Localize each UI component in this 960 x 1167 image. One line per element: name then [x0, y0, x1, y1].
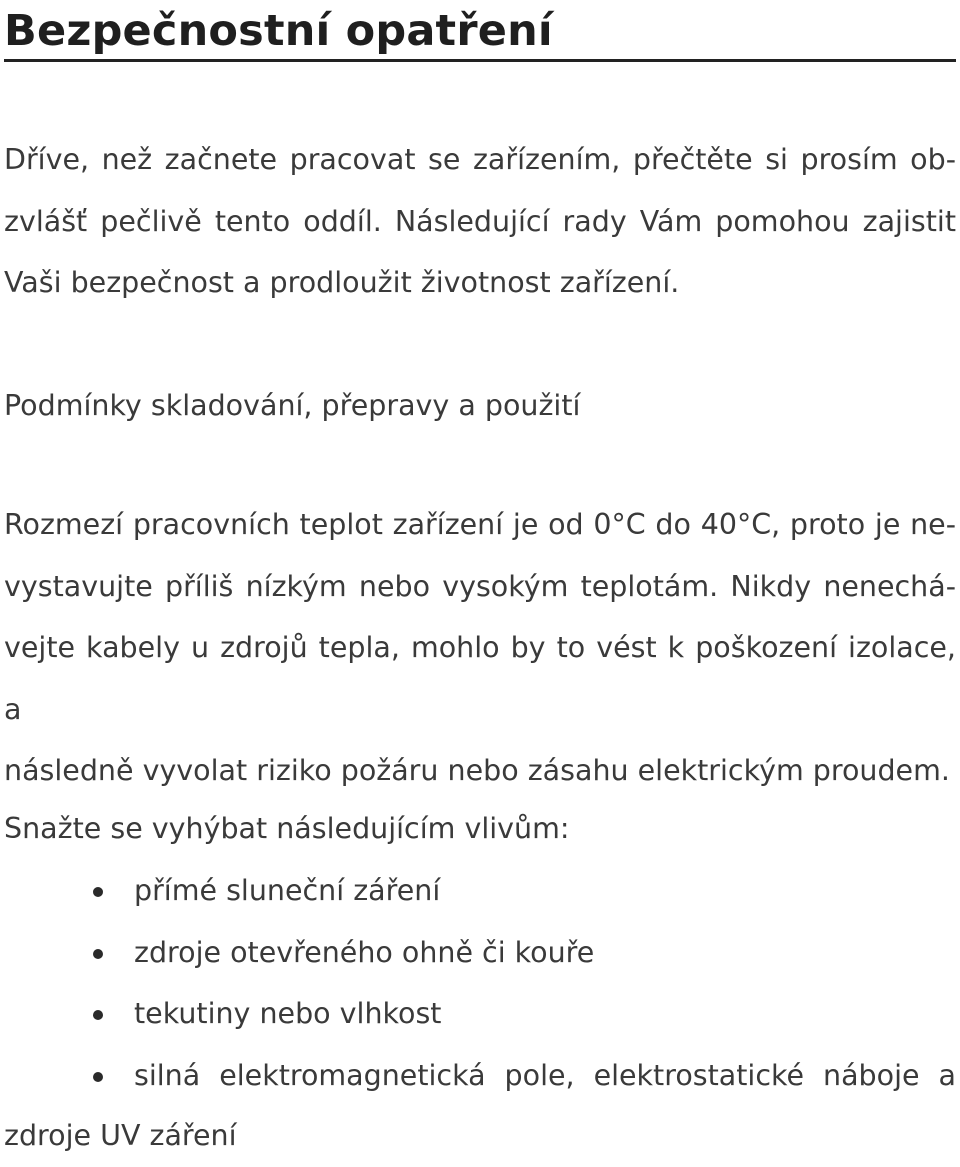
list-item-text: přímé sluneční záření: [134, 874, 441, 907]
bullet-icon: [93, 1072, 103, 1082]
temperature-line: následně vyvolat riziko požáru nebo zásahu elektrickým proudem.: [4, 754, 950, 787]
title-underline: [4, 59, 956, 62]
bullet-icon: [93, 1010, 103, 1020]
avoid-lead: [4, 798, 956, 860]
temperature-paragraph: [4, 494, 956, 802]
intro-paragraph: [4, 129, 956, 314]
list-item-text: tekutiny nebo vlhkost: [134, 997, 442, 1030]
temperature-line: vejte kabely u zdrojů tepla, mohlo by to vést k poškození izolace, a: [4, 631, 956, 726]
bullet-icon: [93, 887, 103, 897]
list-item-text: zdroje otevřeného ohně či kouře: [134, 935, 595, 969]
temperature-line: Rozmezí pracovních teplot zařízení je od 0°C do 40°C, proto je ne-: [4, 508, 956, 541]
list-item: [0, 1045, 956, 1107]
intro-line: zvlášť pečlivě tento oddíl. Následující rady Vám pomohou zajistit: [4, 204, 956, 238]
section-heading: Podmínky skladování, přepravy a použití: [4, 389, 581, 422]
list-item-continuation: zdroje UV záření: [4, 1119, 237, 1152]
list-item: [0, 922, 956, 984]
list-item: [0, 860, 956, 922]
page-title: Bezpečnostní opatření: [4, 6, 553, 56]
avoid-list: [0, 860, 956, 1106]
bullet-icon: [93, 949, 103, 959]
temperature-line: vystavujte příliš nízkým nebo vysokým teplotám. Nikdy nenechá-: [4, 569, 956, 603]
avoid-lead-text: Snažte se vyhýbat následujícím vlivům:: [4, 812, 570, 845]
list-item: [0, 983, 956, 1045]
intro-line: Vaši bezpečnost a prodloužit životnost zařízení.: [4, 266, 680, 299]
intro-line: Dříve, než začnete pracovat se zařízením, přečtěte si prosím ob-: [4, 143, 956, 176]
list-item-text: silná elektromagnetická pole, elektrostatické náboje a: [134, 1058, 956, 1092]
